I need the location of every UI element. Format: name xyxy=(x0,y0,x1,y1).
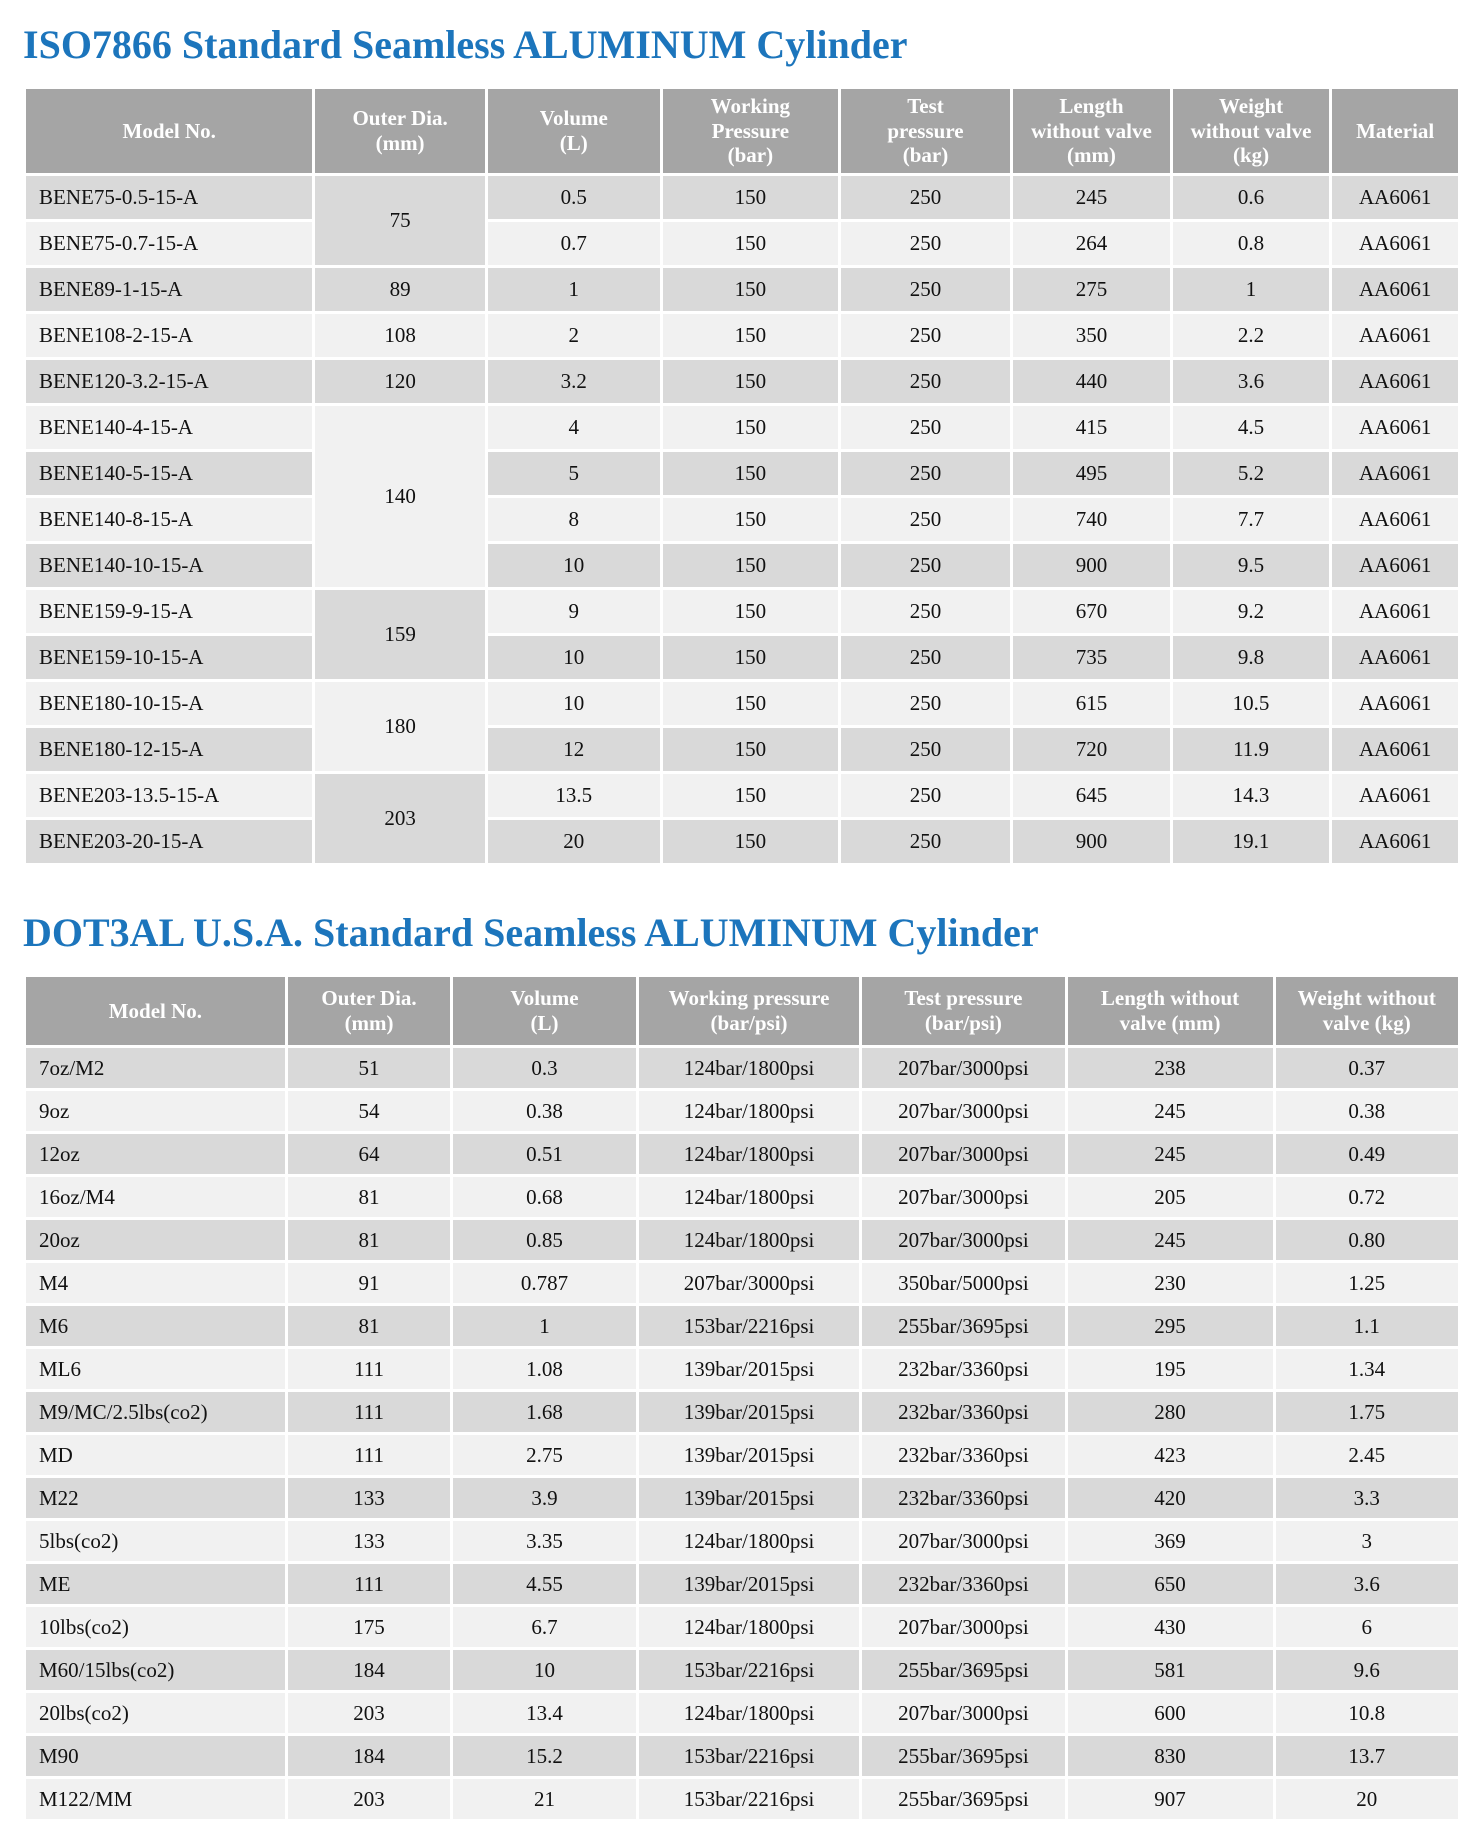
value-cell: 3.9 xyxy=(453,1478,635,1518)
table-row xyxy=(26,360,1458,403)
iso-cylinder-table xyxy=(23,86,1461,866)
iso-column-header-2: Volume (L) xyxy=(488,89,660,173)
iso-table-body xyxy=(26,176,1458,863)
iso-column-header-6: Weight without valve (kg) xyxy=(1173,89,1330,173)
value-cell: 720 xyxy=(1013,728,1170,771)
value-cell: 124bar/1800psi xyxy=(639,1091,860,1131)
value-cell: 232bar/3360psi xyxy=(862,1435,1064,1475)
value-cell: 900 xyxy=(1013,544,1170,587)
value-cell: 111 xyxy=(288,1435,451,1475)
value-cell: 139bar/2015psi xyxy=(639,1392,860,1432)
value-cell: 1 xyxy=(453,1306,635,1346)
value-cell: 350 xyxy=(1013,314,1170,357)
value-cell: AA6061 xyxy=(1332,682,1458,725)
model-cell: ML6 xyxy=(26,1349,285,1389)
model-cell: BENE203-20-15-A xyxy=(26,820,312,863)
value-cell: AA6061 xyxy=(1332,452,1458,495)
value-cell: 250 xyxy=(841,176,1010,219)
value-cell: 280 xyxy=(1068,1392,1273,1432)
value-cell: 111 xyxy=(288,1392,451,1432)
value-cell: 9.6 xyxy=(1276,1650,1458,1690)
model-cell: 10lbs(co2) xyxy=(26,1607,285,1647)
model-cell: BENE108-2-15-A xyxy=(26,314,312,357)
value-cell: 150 xyxy=(663,544,838,587)
value-cell: 0.85 xyxy=(453,1220,635,1260)
value-cell: 64 xyxy=(288,1134,451,1174)
value-cell: 264 xyxy=(1013,222,1170,265)
value-cell: 600 xyxy=(1068,1693,1273,1733)
value-cell: 139bar/2015psi xyxy=(639,1435,860,1475)
table-row xyxy=(26,222,1458,265)
value-cell: 20 xyxy=(1276,1779,1458,1819)
value-cell: 12 xyxy=(488,728,660,771)
value-cell: 10 xyxy=(488,544,660,587)
value-cell: 153bar/2216psi xyxy=(639,1779,860,1819)
value-cell: 250 xyxy=(841,544,1010,587)
value-cell: 250 xyxy=(841,268,1010,311)
value-cell: 207bar/3000psi xyxy=(862,1091,1064,1131)
value-cell: 0.7 xyxy=(488,222,660,265)
value-cell: 238 xyxy=(1068,1048,1273,1088)
table-row xyxy=(26,1048,1458,1088)
value-cell: 3.35 xyxy=(453,1521,635,1561)
value-cell: 2.2 xyxy=(1173,314,1330,357)
value-cell: 150 xyxy=(663,360,838,403)
table-row xyxy=(26,1392,1458,1432)
value-cell: 2 xyxy=(488,314,660,357)
model-cell: 9oz xyxy=(26,1091,285,1131)
value-cell: 184 xyxy=(288,1736,451,1776)
model-cell: BENE75-0.5-15-A xyxy=(26,176,312,219)
model-cell: BENE120-3.2-15-A xyxy=(26,360,312,403)
value-cell: 4 xyxy=(488,406,660,449)
value-cell: 735 xyxy=(1013,636,1170,679)
value-cell: 153bar/2216psi xyxy=(639,1306,860,1346)
value-cell: 255bar/3695psi xyxy=(862,1306,1064,1346)
value-cell: 275 xyxy=(1013,268,1170,311)
value-cell: 13.5 xyxy=(488,774,660,817)
model-cell: BENE203-13.5-15-A xyxy=(26,774,312,817)
value-cell: 255bar/3695psi xyxy=(862,1650,1064,1690)
value-cell: 250 xyxy=(841,222,1010,265)
value-cell: 1.68 xyxy=(453,1392,635,1432)
iso-column-header-3: Working Pressure (bar) xyxy=(663,89,838,173)
value-cell: 907 xyxy=(1068,1779,1273,1819)
value-cell: 0.5 xyxy=(488,176,660,219)
model-cell: M60/15lbs(co2) xyxy=(26,1650,285,1690)
value-cell: 207bar/3000psi xyxy=(639,1263,860,1303)
value-cell: 207bar/3000psi xyxy=(862,1607,1064,1647)
value-cell: 230 xyxy=(1068,1263,1273,1303)
iso-column-header-4: Test pressure (bar) xyxy=(841,89,1010,173)
value-cell: 250 xyxy=(841,774,1010,817)
value-cell: 415 xyxy=(1013,406,1170,449)
model-cell: BENE159-9-15-A xyxy=(26,590,312,633)
table-row xyxy=(26,1177,1458,1217)
value-cell: 1.1 xyxy=(1276,1306,1458,1346)
value-cell: 14.3 xyxy=(1173,774,1330,817)
outer-dia-cell: 159 xyxy=(315,590,484,679)
value-cell: 0.38 xyxy=(453,1091,635,1131)
table-row xyxy=(26,820,1458,863)
dot-column-header-0: Model No. xyxy=(26,977,285,1045)
value-cell: AA6061 xyxy=(1332,360,1458,403)
value-cell: 203 xyxy=(288,1779,451,1819)
value-cell: 7.7 xyxy=(1173,498,1330,541)
value-cell: 255bar/3695psi xyxy=(862,1736,1064,1776)
value-cell: 245 xyxy=(1013,176,1170,219)
table-row xyxy=(26,1220,1458,1260)
value-cell: 0.38 xyxy=(1276,1091,1458,1131)
value-cell: 124bar/1800psi xyxy=(639,1048,860,1088)
value-cell: 150 xyxy=(663,820,838,863)
dot-table-header xyxy=(26,977,1458,1045)
dot-table-body xyxy=(26,1048,1458,1819)
value-cell: 133 xyxy=(288,1478,451,1518)
value-cell: 0.8 xyxy=(1173,222,1330,265)
value-cell: 124bar/1800psi xyxy=(639,1693,860,1733)
value-cell: 900 xyxy=(1013,820,1170,863)
value-cell: 207bar/3000psi xyxy=(862,1521,1064,1561)
value-cell: 615 xyxy=(1013,682,1170,725)
value-cell: AA6061 xyxy=(1332,590,1458,633)
value-cell: 150 xyxy=(663,774,838,817)
value-cell: 1.34 xyxy=(1276,1349,1458,1389)
model-cell: BENE89-1-15-A xyxy=(26,268,312,311)
value-cell: 6.7 xyxy=(453,1607,635,1647)
value-cell: 645 xyxy=(1013,774,1170,817)
value-cell: 139bar/2015psi xyxy=(639,1478,860,1518)
model-cell: M90 xyxy=(26,1736,285,1776)
value-cell: AA6061 xyxy=(1332,314,1458,357)
value-cell: AA6061 xyxy=(1332,176,1458,219)
dot-table-title: DOT3AL U.S.A. Standard Seamless ALUMINUM Cylinder xyxy=(23,910,1039,955)
value-cell: 13.4 xyxy=(453,1693,635,1733)
table-row xyxy=(26,1650,1458,1690)
value-cell: 9.2 xyxy=(1173,590,1330,633)
value-cell: 207bar/3000psi xyxy=(862,1177,1064,1217)
value-cell: 369 xyxy=(1068,1521,1273,1561)
outer-dia-cell: 108 xyxy=(315,314,484,357)
table-row xyxy=(26,636,1458,679)
model-cell: M9/MC/2.5lbs(co2) xyxy=(26,1392,285,1432)
value-cell: 139bar/2015psi xyxy=(639,1564,860,1604)
value-cell: 11.9 xyxy=(1173,728,1330,771)
value-cell: 232bar/3360psi xyxy=(862,1564,1064,1604)
value-cell: 245 xyxy=(1068,1091,1273,1131)
value-cell: 3.3 xyxy=(1276,1478,1458,1518)
value-cell: AA6061 xyxy=(1332,498,1458,541)
table-row xyxy=(26,1693,1458,1733)
value-cell: AA6061 xyxy=(1332,820,1458,863)
model-cell: BENE140-4-15-A xyxy=(26,406,312,449)
model-cell: BENE159-10-15-A xyxy=(26,636,312,679)
value-cell: 207bar/3000psi xyxy=(862,1220,1064,1260)
value-cell: 250 xyxy=(841,360,1010,403)
model-cell: M6 xyxy=(26,1306,285,1346)
value-cell: 232bar/3360psi xyxy=(862,1349,1064,1389)
value-cell: AA6061 xyxy=(1332,636,1458,679)
value-cell: 250 xyxy=(841,314,1010,357)
value-cell: 232bar/3360psi xyxy=(862,1392,1064,1432)
value-cell: AA6061 xyxy=(1332,222,1458,265)
outer-dia-cell: 75 xyxy=(315,176,484,265)
value-cell: 250 xyxy=(841,406,1010,449)
iso-column-header-5: Length without valve (mm) xyxy=(1013,89,1170,173)
model-cell: BENE75-0.7-15-A xyxy=(26,222,312,265)
value-cell: 81 xyxy=(288,1306,451,1346)
value-cell: 232bar/3360psi xyxy=(862,1478,1064,1518)
value-cell: 124bar/1800psi xyxy=(639,1177,860,1217)
model-cell: ME xyxy=(26,1564,285,1604)
table-row xyxy=(26,406,1458,449)
model-cell: M4 xyxy=(26,1263,285,1303)
value-cell: 4.55 xyxy=(453,1564,635,1604)
value-cell: 495 xyxy=(1013,452,1170,495)
value-cell: 5 xyxy=(488,452,660,495)
value-cell: 250 xyxy=(841,820,1010,863)
model-cell: BENE180-10-15-A xyxy=(26,682,312,725)
value-cell: 124bar/1800psi xyxy=(639,1521,860,1561)
value-cell: 81 xyxy=(288,1177,451,1217)
model-cell: M122/MM xyxy=(26,1779,285,1819)
value-cell: 21 xyxy=(453,1779,635,1819)
table-row xyxy=(26,1607,1458,1647)
value-cell: 207bar/3000psi xyxy=(862,1693,1064,1733)
value-cell: 250 xyxy=(841,590,1010,633)
table-row xyxy=(26,1435,1458,1475)
value-cell: 124bar/1800psi xyxy=(639,1134,860,1174)
iso-column-header-0: Model No. xyxy=(26,89,312,173)
value-cell: 1 xyxy=(1173,268,1330,311)
value-cell: 670 xyxy=(1013,590,1170,633)
table-row xyxy=(26,544,1458,587)
outer-dia-cell: 120 xyxy=(315,360,484,403)
table-row xyxy=(26,498,1458,541)
table-row xyxy=(26,314,1458,357)
value-cell: 81 xyxy=(288,1220,451,1260)
table-row xyxy=(26,452,1458,495)
value-cell: 150 xyxy=(663,590,838,633)
model-cell: BENE140-10-15-A xyxy=(26,544,312,587)
outer-dia-cell: 140 xyxy=(315,406,484,587)
value-cell: 150 xyxy=(663,176,838,219)
table-row xyxy=(26,774,1458,817)
model-cell: 20lbs(co2) xyxy=(26,1693,285,1733)
value-cell: 245 xyxy=(1068,1134,1273,1174)
value-cell: 9 xyxy=(488,590,660,633)
iso-table-title: ISO7866 Standard Seamless ALUMINUM Cylinder xyxy=(23,22,908,67)
table-row xyxy=(26,1736,1458,1776)
model-cell: 12oz xyxy=(26,1134,285,1174)
value-cell: AA6061 xyxy=(1332,406,1458,449)
value-cell: 13.7 xyxy=(1276,1736,1458,1776)
value-cell: 111 xyxy=(288,1564,451,1604)
value-cell: 91 xyxy=(288,1263,451,1303)
outer-dia-cell: 89 xyxy=(315,268,484,311)
value-cell: 0.3 xyxy=(453,1048,635,1088)
value-cell: 10.8 xyxy=(1276,1693,1458,1733)
value-cell: 20 xyxy=(488,820,660,863)
iso-column-header-7: Material xyxy=(1332,89,1458,173)
table-row xyxy=(26,1779,1458,1819)
value-cell: 830 xyxy=(1068,1736,1273,1776)
value-cell: 150 xyxy=(663,452,838,495)
table-row xyxy=(26,1134,1458,1174)
value-cell: 150 xyxy=(663,498,838,541)
value-cell: 2.45 xyxy=(1276,1435,1458,1475)
value-cell: 175 xyxy=(288,1607,451,1647)
value-cell: 8 xyxy=(488,498,660,541)
dot-column-header-5: Length without valve (mm) xyxy=(1068,977,1273,1045)
value-cell: 420 xyxy=(1068,1478,1273,1518)
value-cell: 133 xyxy=(288,1521,451,1561)
value-cell: 150 xyxy=(663,406,838,449)
value-cell: 124bar/1800psi xyxy=(639,1220,860,1260)
value-cell: 51 xyxy=(288,1048,451,1088)
table-row xyxy=(26,1349,1458,1389)
value-cell: 1.75 xyxy=(1276,1392,1458,1432)
model-cell: 20oz xyxy=(26,1220,285,1260)
value-cell: 250 xyxy=(841,682,1010,725)
value-cell: 0.37 xyxy=(1276,1048,1458,1088)
value-cell: 111 xyxy=(288,1349,451,1389)
dot-column-header-2: Volume (L) xyxy=(453,977,635,1045)
value-cell: 440 xyxy=(1013,360,1170,403)
value-cell: 0.51 xyxy=(453,1134,635,1174)
value-cell: AA6061 xyxy=(1332,544,1458,587)
value-cell: 9.8 xyxy=(1173,636,1330,679)
model-cell: 5lbs(co2) xyxy=(26,1521,285,1561)
table-row xyxy=(26,268,1458,311)
dot-column-header-6: Weight without valve (kg) xyxy=(1276,977,1458,1045)
value-cell: 423 xyxy=(1068,1435,1273,1475)
value-cell: 740 xyxy=(1013,498,1170,541)
value-cell: 54 xyxy=(288,1091,451,1131)
iso-table-header xyxy=(26,89,1458,173)
value-cell: 10 xyxy=(453,1650,635,1690)
value-cell: 1 xyxy=(488,268,660,311)
value-cell: 6 xyxy=(1276,1607,1458,1647)
table-row xyxy=(26,176,1458,219)
value-cell: 150 xyxy=(663,682,838,725)
value-cell: 150 xyxy=(663,222,838,265)
value-cell: 5.2 xyxy=(1173,452,1330,495)
value-cell: 1.08 xyxy=(453,1349,635,1389)
outer-dia-cell: 180 xyxy=(315,682,484,771)
table-row xyxy=(26,590,1458,633)
table-row xyxy=(26,682,1458,725)
table-row xyxy=(26,1478,1458,1518)
value-cell: 650 xyxy=(1068,1564,1273,1604)
value-cell: 10 xyxy=(488,636,660,679)
value-cell: 295 xyxy=(1068,1306,1273,1346)
model-cell: BENE140-5-15-A xyxy=(26,452,312,495)
table-row xyxy=(26,1564,1458,1604)
value-cell: 10 xyxy=(488,682,660,725)
model-cell: 7oz/M2 xyxy=(26,1048,285,1088)
value-cell: 3 xyxy=(1276,1521,1458,1561)
value-cell: 250 xyxy=(841,498,1010,541)
value-cell: 350bar/5000psi xyxy=(862,1263,1064,1303)
value-cell: 430 xyxy=(1068,1607,1273,1647)
value-cell: 10.5 xyxy=(1173,682,1330,725)
value-cell: 203 xyxy=(288,1693,451,1733)
value-cell: 255bar/3695psi xyxy=(862,1779,1064,1819)
iso-column-header-1: Outer Dia. (mm) xyxy=(315,89,484,173)
value-cell: 150 xyxy=(663,636,838,679)
value-cell: 205 xyxy=(1068,1177,1273,1217)
value-cell: 15.2 xyxy=(453,1736,635,1776)
table-row xyxy=(26,1306,1458,1346)
value-cell: AA6061 xyxy=(1332,268,1458,311)
value-cell: 150 xyxy=(663,268,838,311)
value-cell: 0.49 xyxy=(1276,1134,1458,1174)
value-cell: 0.72 xyxy=(1276,1177,1458,1217)
value-cell: 184 xyxy=(288,1650,451,1690)
outer-dia-cell: 203 xyxy=(315,774,484,863)
table-row xyxy=(26,1091,1458,1131)
value-cell: 150 xyxy=(663,314,838,357)
model-cell: BENE180-12-15-A xyxy=(26,728,312,771)
value-cell: 1.25 xyxy=(1276,1263,1458,1303)
dot-column-header-3: Working pressure (bar/psi) xyxy=(639,977,860,1045)
model-cell: 16oz/M4 xyxy=(26,1177,285,1217)
table-row xyxy=(26,728,1458,771)
value-cell: 250 xyxy=(841,636,1010,679)
table-row xyxy=(26,1263,1458,1303)
value-cell: 124bar/1800psi xyxy=(639,1607,860,1647)
dot-cylinder-table xyxy=(23,974,1461,1822)
dot-column-header-4: Test pressure (bar/psi) xyxy=(862,977,1064,1045)
value-cell: AA6061 xyxy=(1332,774,1458,817)
value-cell: 207bar/3000psi xyxy=(862,1048,1064,1088)
value-cell: 153bar/2216psi xyxy=(639,1650,860,1690)
value-cell: 195 xyxy=(1068,1349,1273,1389)
value-cell: 250 xyxy=(841,728,1010,771)
value-cell: 0.80 xyxy=(1276,1220,1458,1260)
value-cell: 9.5 xyxy=(1173,544,1330,587)
table-row xyxy=(26,1521,1458,1561)
model-cell: MD xyxy=(26,1435,285,1475)
value-cell: 139bar/2015psi xyxy=(639,1349,860,1389)
value-cell: 2.75 xyxy=(453,1435,635,1475)
value-cell: 245 xyxy=(1068,1220,1273,1260)
value-cell: 3.6 xyxy=(1173,360,1330,403)
value-cell: 19.1 xyxy=(1173,820,1330,863)
value-cell: 207bar/3000psi xyxy=(862,1134,1064,1174)
value-cell: 3.6 xyxy=(1276,1564,1458,1604)
value-cell: 0.787 xyxy=(453,1263,635,1303)
value-cell: 150 xyxy=(663,728,838,771)
value-cell: 4.5 xyxy=(1173,406,1330,449)
value-cell: 581 xyxy=(1068,1650,1273,1690)
model-cell: M22 xyxy=(26,1478,285,1518)
value-cell: 0.6 xyxy=(1173,176,1330,219)
model-cell: BENE140-8-15-A xyxy=(26,498,312,541)
value-cell: 250 xyxy=(841,452,1010,495)
value-cell: 153bar/2216psi xyxy=(639,1736,860,1776)
value-cell: 3.2 xyxy=(488,360,660,403)
value-cell: 0.68 xyxy=(453,1177,635,1217)
value-cell: AA6061 xyxy=(1332,728,1458,771)
dot-column-header-1: Outer Dia. (mm) xyxy=(288,977,451,1045)
